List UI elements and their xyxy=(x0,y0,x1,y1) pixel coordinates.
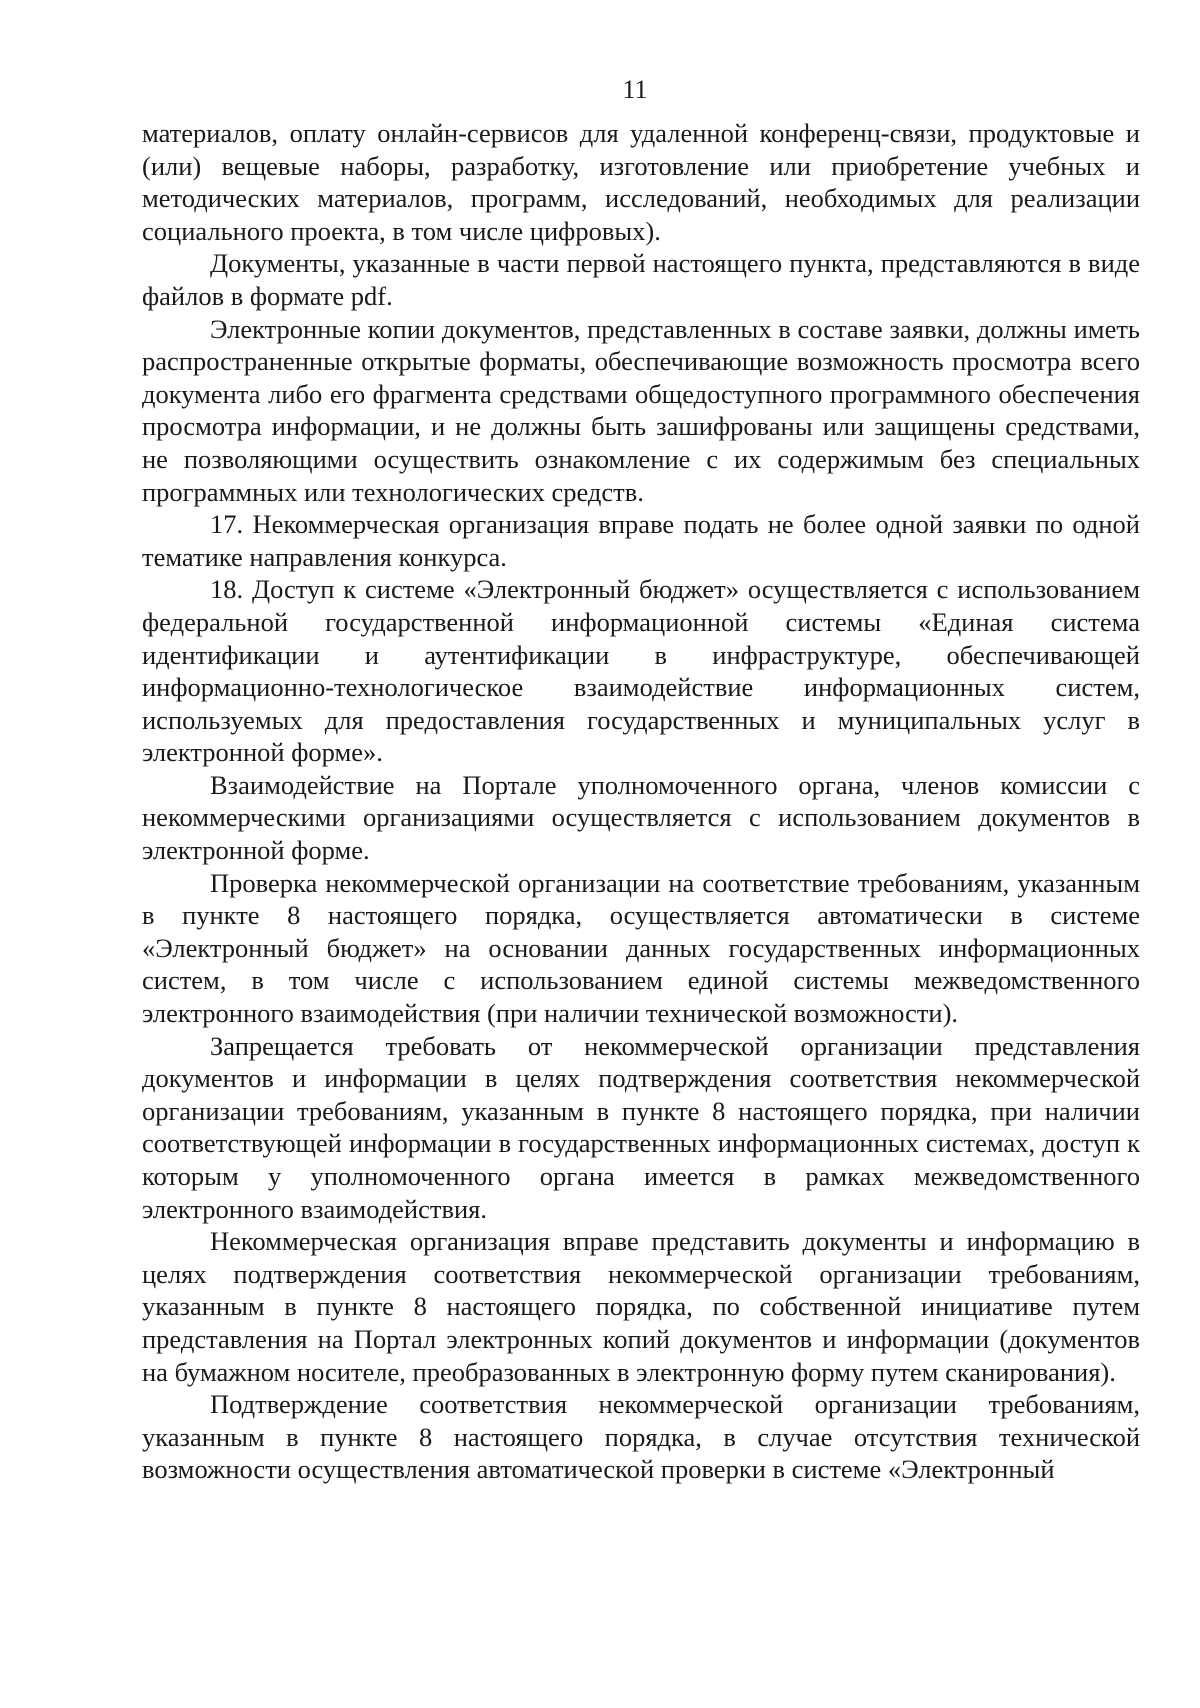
paragraph-electronic-copies: Электронные копии документов, представленных в составе заявки, должны иметь распространенные открытые форматы, обеспечивающие возможность просмотра всего документа либо его фрагмента средствами общедоступного программного обеспечения просмотра информации, и не должны быть зашифрованы или защищены средствами, не позволяющими осуществить ознакомление с их содержимым без специальных программных или технологических средств. xyxy=(142,313,1140,507)
paragraph-item-18: 18. Доступ к системе «Электронный бюджет» осуществляется с использованием федеральной государственной информационной системы «Единая система идентификации и аутентификации в инфраструктуре, обеспечивающей информационно-технологическое взаимодействие информационных систем, используемых для предоставления государственных и муниципальных услуг в электронной форме». xyxy=(142,574,1140,768)
paragraph-continuation: материалов, оплату онлайн-сервисов для удаленной конференц-связи, продуктовые и (или) вещевые наборы, разработку, изготовление или приобретение учебных и методических материалов, программ, исследований, необходимых для реализации социального проекта, в том числе цифровых). xyxy=(142,118,1140,246)
document-body xyxy=(142,117,1140,1486)
paragraph-own-initiative: Некоммерческая организация вправе представить документы и информацию в целях подтверждения соответствия некоммерческой организации требованиям, указанным в пункте 8 настоящего порядка, по собственной инициативе путем представления на Портал электронных копий документов и информации (документов на бумажном носителе, преобразованных в электронную форму путем сканирования). xyxy=(142,1226,1140,1387)
paragraph-confirmation: Подтверждение соответствия некоммерческой организации требованиям, указанным в пункте 8 настоящего порядка, в случае отсутствия технической возможности осуществления автоматической проверки в системе «Электронный xyxy=(142,1389,1140,1485)
paragraph-verification: Проверка некоммерческой организации на соответствие требованиям, указанным в пункте 8 настоящего порядка, осуществляется автоматически в системе «Электронный бюджет» на основании данных государственных информационных систем, в том числе с использованием единой системы межведомственного электронного взаимодействия (при наличии технической возможности). xyxy=(142,867,1140,1029)
paragraph-documents-pdf: Документы, указанные в части первой настоящего пункта, представляются в виде файлов в формате pdf. xyxy=(142,248,1140,311)
paragraph-prohibition: Запрещается требовать от некоммерческой организации представления документов и информации в целях подтверждения соответствия некоммерческой организации требованиям, указанным в пункте 8 настоящего порядка, при наличии соответствующей информации в государственных информационных системах, доступ к которым у уполномоченного органа имеется в рамках межведомственного электронного взаимодействия. xyxy=(142,1030,1140,1224)
paragraph-portal-interaction: Взаимодействие на Портале уполномоченного органа, членов комиссии с некоммерческими организациями осуществляется с использованием документов в электронной форме. xyxy=(142,769,1140,866)
paragraph-item-17: 17. Некоммерческая организация вправе подать не более одной заявки по одной тематике направления конкурса. xyxy=(142,509,1140,572)
page-number: 11 xyxy=(622,75,648,104)
